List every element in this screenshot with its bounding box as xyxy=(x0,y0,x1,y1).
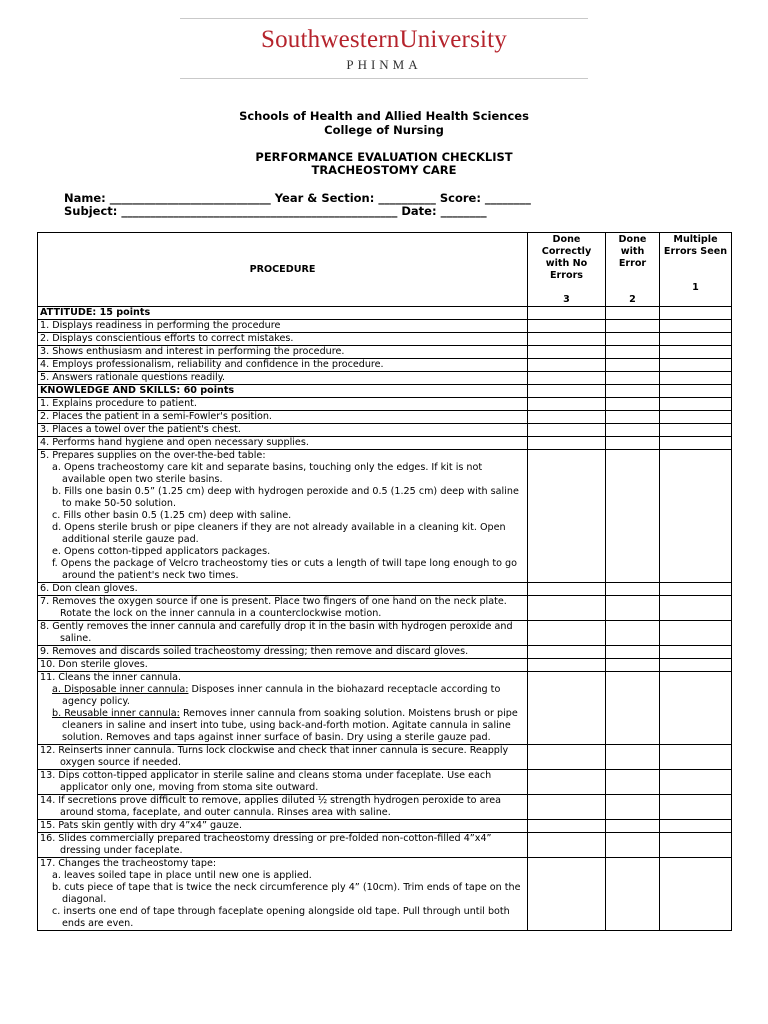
table-row xyxy=(38,820,732,833)
score-cell-1[interactable] xyxy=(660,437,732,450)
score-cell-1[interactable] xyxy=(660,583,732,596)
table-row xyxy=(38,795,732,820)
college-name: College of Nursing xyxy=(324,123,444,137)
score-cell-3[interactable] xyxy=(528,385,606,398)
score-cell-1[interactable] xyxy=(660,385,732,398)
score-cell-2[interactable] xyxy=(606,450,660,583)
score-2-label: 2 xyxy=(629,294,636,305)
score-cell-1[interactable] xyxy=(660,795,732,820)
score-cell-1[interactable] xyxy=(660,672,732,745)
knowledge-section-header: KNOWLEDGE AND SKILLS: 60 points xyxy=(38,385,528,398)
done-with-error-label: Done with Error xyxy=(618,234,647,269)
sub-step: b. Fills one basin 0.5” (1.25 cm) deep with hydrogen peroxide and 0.5 (1.25 cm) deep with saline to make 50-50 solution. xyxy=(52,486,519,509)
procedure-step xyxy=(38,795,528,820)
score-cell-3[interactable] xyxy=(528,398,606,411)
score-cell-2[interactable] xyxy=(606,858,660,931)
section-row xyxy=(38,307,732,320)
sub-step: a. leaves soiled tape in place until new one is applied. xyxy=(52,870,312,881)
score-cell-3[interactable] xyxy=(528,424,606,437)
score-cell-3[interactable] xyxy=(528,659,606,672)
procedure-step: 2. Places the patient in a semi-Fowler's position. xyxy=(38,411,528,424)
procedure-step: 3. Shows enthusiasm and interest in performing the procedure. xyxy=(38,346,528,359)
score-cell-1[interactable] xyxy=(660,411,732,424)
table-row xyxy=(38,424,732,437)
score-cell-3[interactable] xyxy=(528,307,606,320)
step-text: 11. Cleans the inner cannula. xyxy=(40,672,182,683)
score-cell-1[interactable] xyxy=(660,858,732,931)
sub-step: b. cuts piece of tape that is twice the neck circumference ply 4” (10cm). Trim ends of tape on the diagonal. xyxy=(52,882,521,905)
table-row xyxy=(38,833,732,858)
score-cell-1[interactable] xyxy=(660,359,732,372)
sub-step: e. Opens cotton-tipped applicators packages. xyxy=(52,546,271,557)
table-row xyxy=(38,646,732,659)
score-cell-1[interactable] xyxy=(660,820,732,833)
score-cell-2[interactable] xyxy=(606,770,660,795)
sub-step-label: a. Disposable inner cannula: xyxy=(52,684,189,695)
score-cell-3[interactable] xyxy=(528,795,606,820)
procedure-title: TRACHEOSTOMY CARE xyxy=(311,163,457,177)
procedure-step: 1. Explains procedure to patient. xyxy=(38,398,528,411)
score-cell-3[interactable] xyxy=(528,437,606,450)
step-text: 17. Changes the tracheostomy tape: xyxy=(40,858,217,869)
done-with-error-column-header xyxy=(606,233,660,307)
score-cell-1[interactable] xyxy=(660,745,732,770)
sub-step: c. inserts one end of tape through faceplate opening alongside old tape. Pull through until both ends are even. xyxy=(52,906,510,929)
score-cell-1[interactable] xyxy=(660,424,732,437)
step-text: 7. Removes the oxygen source if one is present. Place two fingers of one hand on the neck plate. Rotate the lock on the inner cannula in a counterclockwise motion. xyxy=(40,596,507,619)
table-row xyxy=(38,333,732,346)
table-row xyxy=(38,411,732,424)
table-row xyxy=(38,621,732,646)
score-cell-1[interactable] xyxy=(660,307,732,320)
section-row xyxy=(38,385,732,398)
step-text: 16. Slides commercially prepared tracheostomy dressing or pre-folded non-cotton-filled 4”x4” dressing under faceplate. xyxy=(40,833,492,856)
sub-step-label: b. Reusable inner cannula: xyxy=(52,708,180,719)
score-cell-3[interactable] xyxy=(528,596,606,621)
score-cell-1[interactable] xyxy=(660,398,732,411)
sub-step-text: Removes inner cannula from soaking solution. Moistens brush or pipe cleaners in saline and insert into tube, using back-and-forth motion. Agitate cannula in saline solution. Removes and taps against inner surface of basin. Dry using a sterile gauze pad. xyxy=(62,708,518,743)
score-cell-1[interactable] xyxy=(660,346,732,359)
table-row xyxy=(38,359,732,372)
done-correctly-column-header xyxy=(528,233,606,307)
score-cell-1[interactable] xyxy=(660,372,732,385)
logo-rule-bottom xyxy=(180,78,588,79)
procedure-step: 5. Answers rationale questions readily. xyxy=(38,372,528,385)
score-cell-3[interactable] xyxy=(528,346,606,359)
score-cell-3[interactable] xyxy=(528,858,606,931)
score-cell-2[interactable] xyxy=(606,583,660,596)
score-cell-2[interactable] xyxy=(606,320,660,333)
procedure-step xyxy=(38,770,528,795)
sub-step xyxy=(40,708,525,744)
score-cell-2[interactable] xyxy=(606,833,660,858)
table-row xyxy=(38,858,732,931)
score-cell-1[interactable] xyxy=(660,770,732,795)
procedure-step: 10. Don sterile gloves. xyxy=(38,659,528,672)
score-cell-2[interactable] xyxy=(606,398,660,411)
university-logo: SouthwesternUniversity xyxy=(260,26,508,53)
score-cell-2[interactable] xyxy=(606,424,660,437)
step-text: 8. Gently removes the inner cannula and carefully drop it in the basin with hydrogen peroxide and saline. xyxy=(40,621,513,644)
name-year-score-line: Name: ____________________________ Year & Section: __________ Score: ________ xyxy=(64,191,531,205)
score-cell-2[interactable] xyxy=(606,307,660,320)
table-row xyxy=(38,659,732,672)
score-3-label: 3 xyxy=(563,294,570,305)
table-row xyxy=(38,672,732,745)
table-row xyxy=(38,398,732,411)
score-cell-3[interactable] xyxy=(528,359,606,372)
logo-rule-top xyxy=(180,18,588,19)
sub-step: f. Opens the package of Velcro tracheostomy ties or cuts a length of twill tape long enough to go around the patient's neck two times. xyxy=(52,558,517,581)
table-row xyxy=(38,770,732,795)
logo-subtitle: PHINMA xyxy=(346,57,422,72)
step-text: 14. If secretions prove difficult to remove, applies diluted ½ strength hydrogen peroxide to area around stoma, faceplate, and outer cannula. Rinses area with saline. xyxy=(40,795,501,818)
score-cell-1[interactable] xyxy=(660,320,732,333)
score-cell-2[interactable] xyxy=(606,646,660,659)
score-1-label: 1 xyxy=(692,282,699,293)
score-cell-2[interactable] xyxy=(606,820,660,833)
score-cell-3[interactable] xyxy=(528,770,606,795)
score-cell-2[interactable] xyxy=(606,659,660,672)
score-cell-1[interactable] xyxy=(660,833,732,858)
score-cell-2[interactable] xyxy=(606,745,660,770)
procedure-step: 6. Don clean gloves. xyxy=(38,583,528,596)
score-cell-3[interactable] xyxy=(528,320,606,333)
procedure-column-header: PROCEDURE xyxy=(38,233,528,307)
score-cell-3[interactable] xyxy=(528,411,606,424)
score-cell-2[interactable] xyxy=(606,346,660,359)
sub-step-text: Disposes inner cannula in the biohazard receptacle according to agency policy. xyxy=(62,684,501,707)
score-cell-2[interactable] xyxy=(606,359,660,372)
done-correctly-label: Done Correctly with No Errors xyxy=(541,234,592,281)
procedure-step xyxy=(38,672,528,745)
form-title: PERFORMANCE EVALUATION CHECKLIST xyxy=(255,150,513,164)
score-cell-3[interactable] xyxy=(528,646,606,659)
step-text: 9. Removes and discards soiled tracheostomy dressing; then remove and discard gloves. xyxy=(40,646,469,657)
score-cell-3[interactable] xyxy=(528,372,606,385)
step-text: 12. Reinserts inner cannula. Turns lock clockwise and check that inner cannula is secure. Reapply oxygen source if needed. xyxy=(40,745,509,768)
multiple-errors-column-header xyxy=(660,233,732,307)
score-cell-2[interactable] xyxy=(606,372,660,385)
step-text: 5. Prepares supplies on the over-the-bed table: xyxy=(40,450,266,461)
school-name: Schools of Health and Allied Health Sciences xyxy=(239,109,529,123)
score-cell-2[interactable] xyxy=(606,596,660,621)
checklist-table xyxy=(37,232,732,931)
sub-step: d. Opens sterile brush or pipe cleaners if they are not already available in a cleaning kit. Open additional sterile gauze pad. xyxy=(52,522,506,545)
procedure-step xyxy=(38,833,528,858)
score-cell-1[interactable] xyxy=(660,333,732,346)
subject-date-line: Subject: ________________________________________________ Date: ________ xyxy=(64,204,487,218)
attitude-section-header: ATTITUDE: 15 points xyxy=(38,307,528,320)
step-text: 13. Dips cotton-tipped applicator in sterile saline and cleans stoma under faceplate. Use each applicator only one, moving from stoma site outward. xyxy=(40,770,492,793)
table-row xyxy=(38,346,732,359)
score-cell-3[interactable] xyxy=(528,745,606,770)
header-row xyxy=(38,233,732,307)
procedure-step: 1. Displays readiness in performing the procedure xyxy=(38,320,528,333)
score-cell-2[interactable] xyxy=(606,333,660,346)
score-cell-3[interactable] xyxy=(528,583,606,596)
score-cell-2[interactable] xyxy=(606,385,660,398)
procedure-step: 3. Places a towel over the patient's chest. xyxy=(38,424,528,437)
procedure-step xyxy=(38,596,528,621)
score-cell-1[interactable] xyxy=(660,596,732,621)
table-row xyxy=(38,596,732,621)
procedure-step xyxy=(38,450,528,583)
score-cell-1[interactable] xyxy=(660,646,732,659)
score-cell-2[interactable] xyxy=(606,411,660,424)
score-cell-3[interactable] xyxy=(528,333,606,346)
multiple-errors-label: Multiple Errors Seen xyxy=(663,234,728,257)
procedure-step: 4. Employs professionalism, reliability and confidence in the procedure. xyxy=(38,359,528,372)
sub-step: a. Opens tracheostomy care kit and separate basins, touching only the edges. If kit is not available open two sterile basins. xyxy=(52,462,483,485)
procedure-step xyxy=(38,858,528,931)
sub-step xyxy=(40,684,525,708)
score-cell-1[interactable] xyxy=(660,659,732,672)
score-cell-2[interactable] xyxy=(606,672,660,745)
table-row xyxy=(38,745,732,770)
score-cell-1[interactable] xyxy=(660,450,732,583)
score-cell-3[interactable] xyxy=(528,820,606,833)
procedure-step: 15. Pats skin gently with dry 4”x4” gauze. xyxy=(38,820,528,833)
table-row xyxy=(38,450,732,583)
table-row xyxy=(38,583,732,596)
procedure-step xyxy=(38,621,528,646)
sub-step: c. Fills other basin 0.5 (1.25 cm) deep with saline. xyxy=(52,510,292,521)
procedure-step xyxy=(38,745,528,770)
score-cell-2[interactable] xyxy=(606,437,660,450)
score-cell-1[interactable] xyxy=(660,621,732,646)
score-cell-2[interactable] xyxy=(606,621,660,646)
score-cell-3[interactable] xyxy=(528,450,606,583)
procedure-step: 4. Performs hand hygiene and open necessary supplies. xyxy=(38,437,528,450)
score-cell-3[interactable] xyxy=(528,621,606,646)
table-row xyxy=(38,372,732,385)
score-cell-3[interactable] xyxy=(528,833,606,858)
table-row xyxy=(38,437,732,450)
score-cell-3[interactable] xyxy=(528,672,606,745)
table-row xyxy=(38,320,732,333)
procedure-step xyxy=(38,646,528,659)
procedure-step: 2. Displays conscientious efforts to correct mistakes. xyxy=(38,333,528,346)
score-cell-2[interactable] xyxy=(606,795,660,820)
